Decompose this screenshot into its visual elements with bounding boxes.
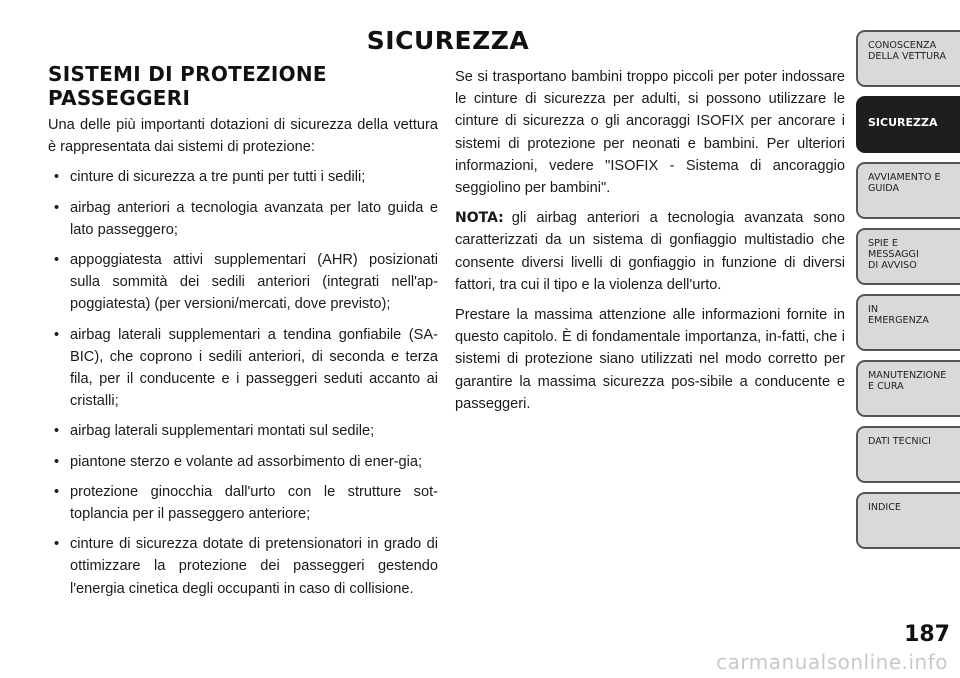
right-column bbox=[455, 66, 845, 423]
tab-in-emergenza[interactable] bbox=[856, 294, 960, 351]
tab-avviamento-e-guida[interactable] bbox=[856, 162, 960, 219]
section-heading bbox=[48, 62, 438, 110]
tab-dati-tecnici[interactable] bbox=[856, 426, 960, 483]
tab-manutenzione-e-cura[interactable] bbox=[856, 360, 960, 417]
tab-label: SICUREZZA bbox=[868, 116, 938, 129]
tab-spie-e-messaggi[interactable] bbox=[856, 228, 960, 285]
attention-paragraph: Prestare la massima attenzione alle informazioni fornite in questo capitolo. È di fondamentale importanza, in-fatti, che i sistemi di protezione siano utilizzati nel modo corretto per garantire la massima sicurezza pos-sibile a conducente e passeggeri. bbox=[455, 307, 845, 412]
list-item: • appoggiatesta attivi supplementari (AHR) posizionati sulla sommità dei sedili anteriori (integrati nell'ap-poggiatesta) (per versioni/mercati, dove previsto); bbox=[48, 249, 438, 316]
intro-paragraph: Una delle più importanti dotazioni di sicurezza della vettura è rappresentata dai sistemi di protezione: bbox=[48, 117, 438, 156]
child-restraint-paragraph: Se si trasportano bambini troppo piccoli per poter indossare le cinture di sicurezza per adulti, si possono utilizzare le cinture di sicurezza o gli ancoraggi ISOFIX per ancorare i sistemi di protezione per neonati e bambini. Per ulteriori informazioni, vedere "ISOFIX - Sistema di ancoraggio seggiolino per bambini". bbox=[455, 69, 845, 197]
chapter-tabs bbox=[856, 30, 960, 558]
list-item: • cinture di sicurezza a tre punti per tutti i sedili; bbox=[48, 166, 438, 188]
tab-label: SPIE E MESSAGGI DI AVVISO bbox=[868, 238, 919, 271]
tab-label: AVVIAMENTO E GUIDA bbox=[868, 172, 941, 194]
protection-systems-list bbox=[48, 166, 438, 599]
section-heading-line2: PASSEGGERI bbox=[48, 86, 191, 110]
list-item: • cinture di sicurezza dotate di pretensionatori in grado di ottimizzare la protezione dei passeggeri gestendo l'energia cinetica degli occupanti in caso di collisione. bbox=[48, 533, 438, 600]
section-heading-line1: SISTEMI DI PROTEZIONE bbox=[48, 62, 327, 86]
list-item: • airbag laterali supplementari a tendina gonfiabile (SA-BIC), che coprono i sedili anteriori, di seconda e terza fila, per il conducente e i passeggeri seduti accanto ai cristalli; bbox=[48, 324, 438, 413]
note-text: gli airbag anteriori a tecnologia avanzata sono caratterizzati da un sistema di gonfiaggio multistadio che consente diversi livelli di gonfiaggio in funzione di diversi fattori, tra cui il tipo e la violenza dell'urto. bbox=[455, 210, 845, 293]
tab-indice[interactable] bbox=[856, 492, 960, 549]
left-column bbox=[48, 62, 438, 608]
list-item: • airbag laterali supplementari montati sul sedile; bbox=[48, 420, 438, 442]
tab-label: INDICE bbox=[868, 502, 901, 513]
tab-label: CONOSCENZA DELLA VETTURA bbox=[868, 40, 947, 62]
watermark: carmanualsonline.info bbox=[716, 650, 948, 674]
tab-label: MANUTENZIONE E CURA bbox=[868, 370, 947, 392]
note-label: NOTA: bbox=[455, 210, 504, 227]
tab-sicurezza[interactable] bbox=[856, 96, 960, 153]
list-item: • airbag anteriori a tecnologia avanzata per lato guida e lato passeggero; bbox=[48, 197, 438, 241]
list-item: • protezione ginocchia dall'urto con le strutture sot-toplancia per il passeggero anteriore; bbox=[48, 481, 438, 525]
list-item: • piantone sterzo e volante ad assorbimento di ener-gia; bbox=[48, 451, 438, 473]
tab-label: DATI TECNICI bbox=[868, 436, 931, 447]
tab-label: IN EMERGENZA bbox=[868, 304, 929, 326]
page-number: 187 bbox=[904, 622, 950, 647]
tab-conoscenza-della-vettura[interactable] bbox=[856, 30, 960, 87]
page-title: SICUREZZA bbox=[366, 26, 530, 55]
note-paragraph bbox=[455, 207, 845, 296]
